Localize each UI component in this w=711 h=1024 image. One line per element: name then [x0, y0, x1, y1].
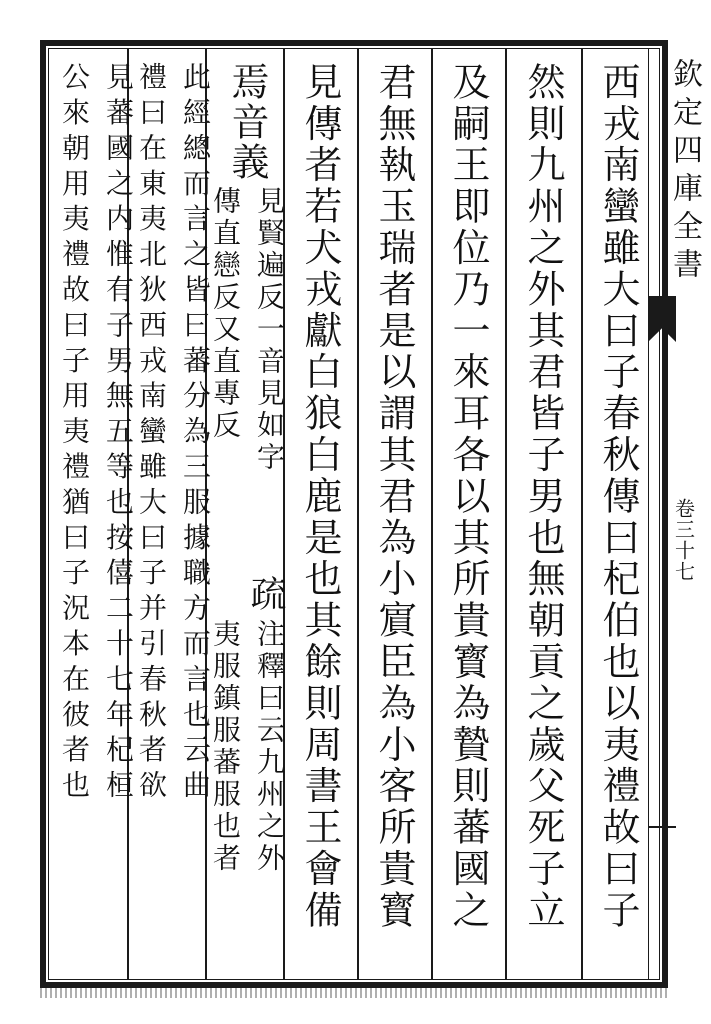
column-rule: [505, 49, 507, 979]
column-rule: [431, 49, 433, 979]
column-text: 見傳者若犬戎獻白狼白鹿是也其餘則周書王會備: [298, 62, 342, 932]
column-text: 西戎南蠻雖大曰子春秋傳曰杞伯也以夷禮故曰子: [596, 62, 640, 932]
column-text: 君無執玉瑞者是以謂其君為小賔臣為小客所貴寳: [372, 62, 416, 932]
text-column-1: [590, 62, 646, 931]
text-column-4: [366, 62, 422, 931]
column-rule: [357, 49, 359, 979]
text-column-7: [133, 62, 213, 805]
subcommentary-right: 注釋曰云九州之外: [253, 619, 286, 875]
commentary-right: 此經總而言之皆曰蕃分為三服據職方而言也云曲: [179, 62, 212, 806]
column-text: 然則九州之外其君皆子男也無朝貢之歲父死子立: [521, 62, 565, 932]
book-title: 欽定四庫全書: [667, 58, 702, 286]
commentary-right: 見賢遍反一音見如字: [253, 186, 286, 474]
commentary-right: 見蕃國之内惟有子男無五等也按僖二十七年杞桓: [102, 62, 135, 806]
commentary-pair: [207, 186, 287, 474]
subcommentary-marker: 疏: [245, 575, 286, 611]
text-column-6: [207, 62, 287, 474]
text-column-8: [56, 62, 136, 805]
phonetic-heading: 焉音義: [225, 62, 269, 182]
margin-mark-line: [648, 826, 676, 828]
text-column-5: [292, 62, 348, 931]
commentary-left: 公來朝用夷禮故曰子用夷禮猶曰子況本在彼者也: [58, 62, 91, 806]
column-text: 及嗣王即位乃一來耳各以其所貴寳為贄則蕃國之: [446, 62, 490, 932]
commentary-left: 禮曰在東夷北狄西戎南蠻雖大曰子并引春秋者欲: [135, 62, 168, 806]
commentary-left: 傳直戀反又直專反: [209, 186, 242, 442]
margin-tab: [658, 58, 710, 582]
subcommentary-left: 夷服鎮服蕃服也者: [209, 619, 242, 875]
volume-label: 卷三十七: [671, 498, 696, 582]
text-column-6b: [207, 575, 287, 875]
text-column-2: [515, 62, 571, 931]
column-rule: [581, 49, 583, 979]
text-column-3: [440, 62, 496, 931]
border-texture: [40, 988, 668, 998]
